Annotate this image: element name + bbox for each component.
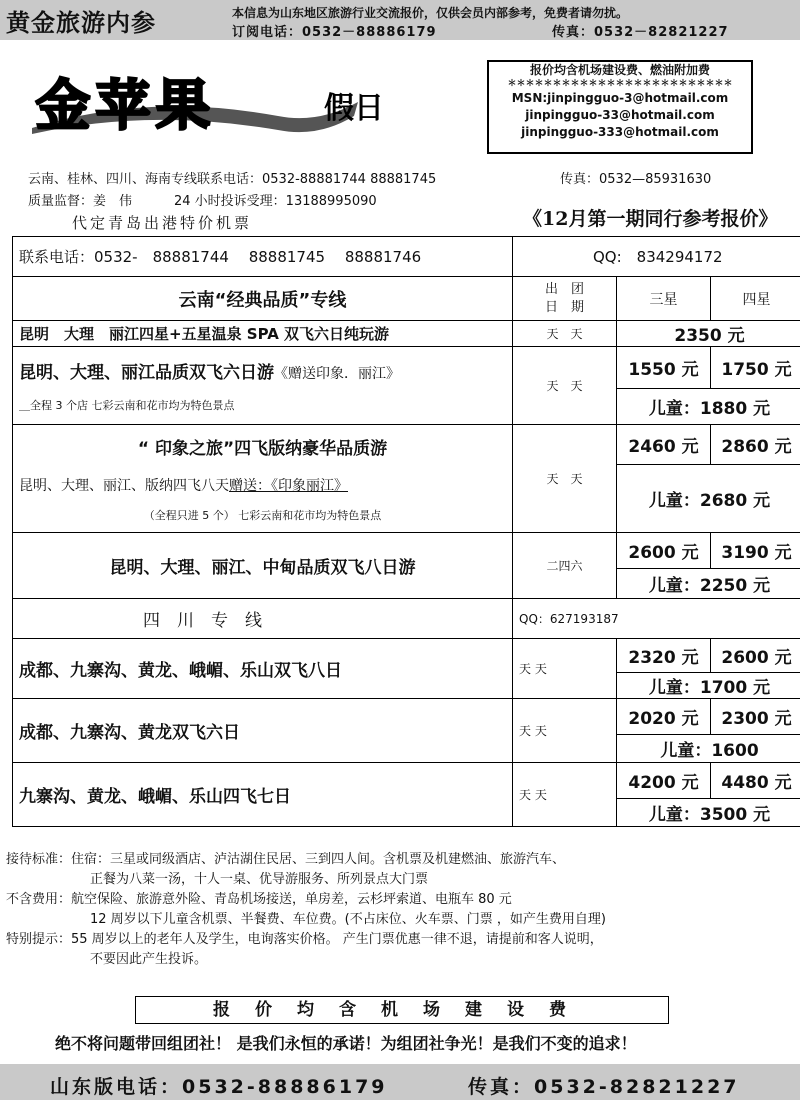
slogan: 绝不将问题带回组团社！ 是我们永恒的承诺！为组团社争光！是我们不变的追求！ <box>55 1034 637 1053</box>
four-star-price: 2600 元 <box>711 639 800 673</box>
standard-line-2: 正餐为八菜一汤，十人一桌、优导游服务、所列景点大门票 <box>90 872 429 887</box>
column-four-star: 四星 <box>711 277 800 321</box>
route-name: 昆明、大理、丽江品质双飞六日游 <box>19 363 274 383</box>
route-name: 昆明 大理 丽江四星+五星温泉 SPA 双飞六日纯玩游 <box>13 321 513 347</box>
route-name: 九寨沟、黄龙、峨嵋、乐山四飞七日 <box>13 763 513 827</box>
fees-included-box: 报价均含机场建设费 <box>135 996 669 1024</box>
header-fax: 传真：0532－82821227 <box>552 25 729 40</box>
footer-fax: 传真：0532-82821227 <box>468 1076 740 1098</box>
three-star-price: 1550 元 <box>617 347 711 389</box>
table-row <box>13 639 800 673</box>
info-box-stars: ＊＊＊＊＊＊＊＊＊＊＊＊＊＊＊＊＊＊＊＊＊＊＊＊＊ <box>507 79 733 89</box>
excluded-line-1: 不含费用：航空保险、旅游意外险、青岛机场接送，单房差，云杉坪索道、电瓶车 80 元 <box>6 892 512 907</box>
contact-fax: 传真：0532—85931630 <box>560 172 712 187</box>
issue-title: 《12月第一期同行参考报价》 <box>523 208 778 230</box>
info-box-title: 报价均含机场建设费、燃油附加费 <box>529 63 710 77</box>
four-star-price: 4480 元 <box>711 763 800 799</box>
company-logo <box>28 72 388 144</box>
route-name: 成都、九寨沟、黄龙双飞六日 <box>13 699 513 763</box>
route-gift: 《赠送印象．丽江》 <box>274 366 400 382</box>
route-name: 昆明、大理、丽江、中甸品质双飞八日游 <box>13 533 513 599</box>
four-star-price: 2860 元 <box>711 425 800 465</box>
three-star-price: 4200 元 <box>617 763 711 799</box>
table-row <box>13 237 800 277</box>
table-row <box>13 321 800 347</box>
route-subtitle: 昆明、大理、丽江、版纳四飞八天 <box>19 478 229 494</box>
route-note: ＿全程 3 个店 七彩云南和花市均为特色景点 <box>19 399 235 412</box>
route-name: “ 印象之旅”四飞版纳豪华品质游 <box>137 439 388 459</box>
depart-date: 天 天 <box>513 425 617 533</box>
four-star-price: 2300 元 <box>711 699 800 735</box>
four-star-price: 3190 元 <box>711 533 800 569</box>
depart-date: 天 天 <box>513 321 617 347</box>
sichuan-qq: QQ：627193187 <box>513 599 800 639</box>
table-qq: QQ: 834294172 <box>513 237 800 277</box>
column-depart-date: 出 团 日 期 <box>513 277 617 321</box>
child-price: 儿童：1880 元 <box>617 389 800 425</box>
info-box <box>487 60 753 154</box>
special-lines-phone: 云南、桂林、四川、海南专线联系电话：0532-88881744 88881745 <box>28 172 437 187</box>
child-price: 儿童：2250 元 <box>617 569 800 599</box>
logo-suffix-text: 假日 <box>324 91 384 126</box>
three-star-price: 2600 元 <box>617 533 711 569</box>
yunnan-section-title: 云南“经典品质”专线 <box>13 277 513 321</box>
header-notice: 本信息为山东地区旅游行业交流报价，仅供会员内部参考，免费者请勿扰。 <box>232 6 629 20</box>
route-cell <box>13 347 513 425</box>
depart-date: 天 天 <box>513 699 617 763</box>
table-row <box>13 533 800 569</box>
depart-date: 天 天 <box>513 347 617 425</box>
table-phone: 联系电话：0532- 88881744 88881745 88881746 <box>13 237 513 277</box>
table-row <box>13 763 800 799</box>
table-row <box>13 347 800 389</box>
quality-supervisor: 质量监督：姜 伟 <box>28 194 133 209</box>
route-cell <box>13 425 513 533</box>
email-address-2: jinpingguo-33@hotmail.com <box>525 108 715 122</box>
table-row <box>13 699 800 735</box>
footer-phone: 山东版电话：0532-88886179 <box>50 1076 388 1098</box>
notes-block <box>6 850 606 970</box>
complaint-hotline: 24 小时投诉受理：13188995090 <box>174 194 377 209</box>
publication-title: 黄金旅游内参 <box>6 9 156 37</box>
column-three-star: 三星 <box>617 277 711 321</box>
msn-address: MSN:jinpingguo-3@hotmail.com <box>511 91 729 105</box>
table-row <box>13 599 800 639</box>
child-price: 儿童：3500 元 <box>617 799 800 827</box>
depart-date: 天 天 <box>513 639 617 699</box>
route-gift: 赠送：《印象丽江》 <box>229 478 348 494</box>
email-address-3: jinpingguo-333@hotmail.com <box>521 125 719 139</box>
price-table <box>12 236 800 827</box>
ticket-agency-line: 代定青岛出港特价机票 <box>72 214 253 232</box>
tips-line-1: 特别提示：55 周岁以上的老年人及学生，电询落实价格。 产生门票优惠一律不退，请提前和客人说明， <box>6 932 603 947</box>
tips-line-2: 不要因此产生投诉。 <box>90 952 208 967</box>
table-row <box>13 425 800 465</box>
route-name: 成都、九寨沟、黄龙、峨嵋、乐山双飞八日 <box>13 639 513 699</box>
subscribe-phone: 订阅电话：0532－88886179 <box>232 25 437 40</box>
child-price: 儿童：1600 <box>617 735 800 763</box>
route-price: 2350 元 <box>617 321 800 347</box>
three-star-price: 2020 元 <box>617 699 711 735</box>
four-star-price: 1750 元 <box>711 347 800 389</box>
sichuan-section-title: 四 川 专 线 <box>13 599 513 639</box>
child-price: 儿童：1700 元 <box>617 673 800 699</box>
excluded-line-2: 12 周岁以下儿童含机票、半餐费、车位费。(不占床位、火车票、门票 ，如产生费用自理) <box>90 912 606 927</box>
table-row <box>13 277 800 321</box>
three-star-price: 2320 元 <box>617 639 711 673</box>
child-price: 儿童：2680 元 <box>617 465 800 533</box>
logo-main-text: 金苹果 <box>36 74 216 137</box>
three-star-price: 2460 元 <box>617 425 711 465</box>
depart-date: 二四六 <box>513 533 617 599</box>
route-note: （全程只进 5 个） 七彩云南和花市均为特色景点 <box>143 509 382 522</box>
depart-date: 天 天 <box>513 763 617 827</box>
standard-line-1: 接待标准：住宿：三星或同级酒店、泸沽湖住民居、三到四人间。含机票及机建燃油、旅游汽车、 <box>6 852 566 867</box>
